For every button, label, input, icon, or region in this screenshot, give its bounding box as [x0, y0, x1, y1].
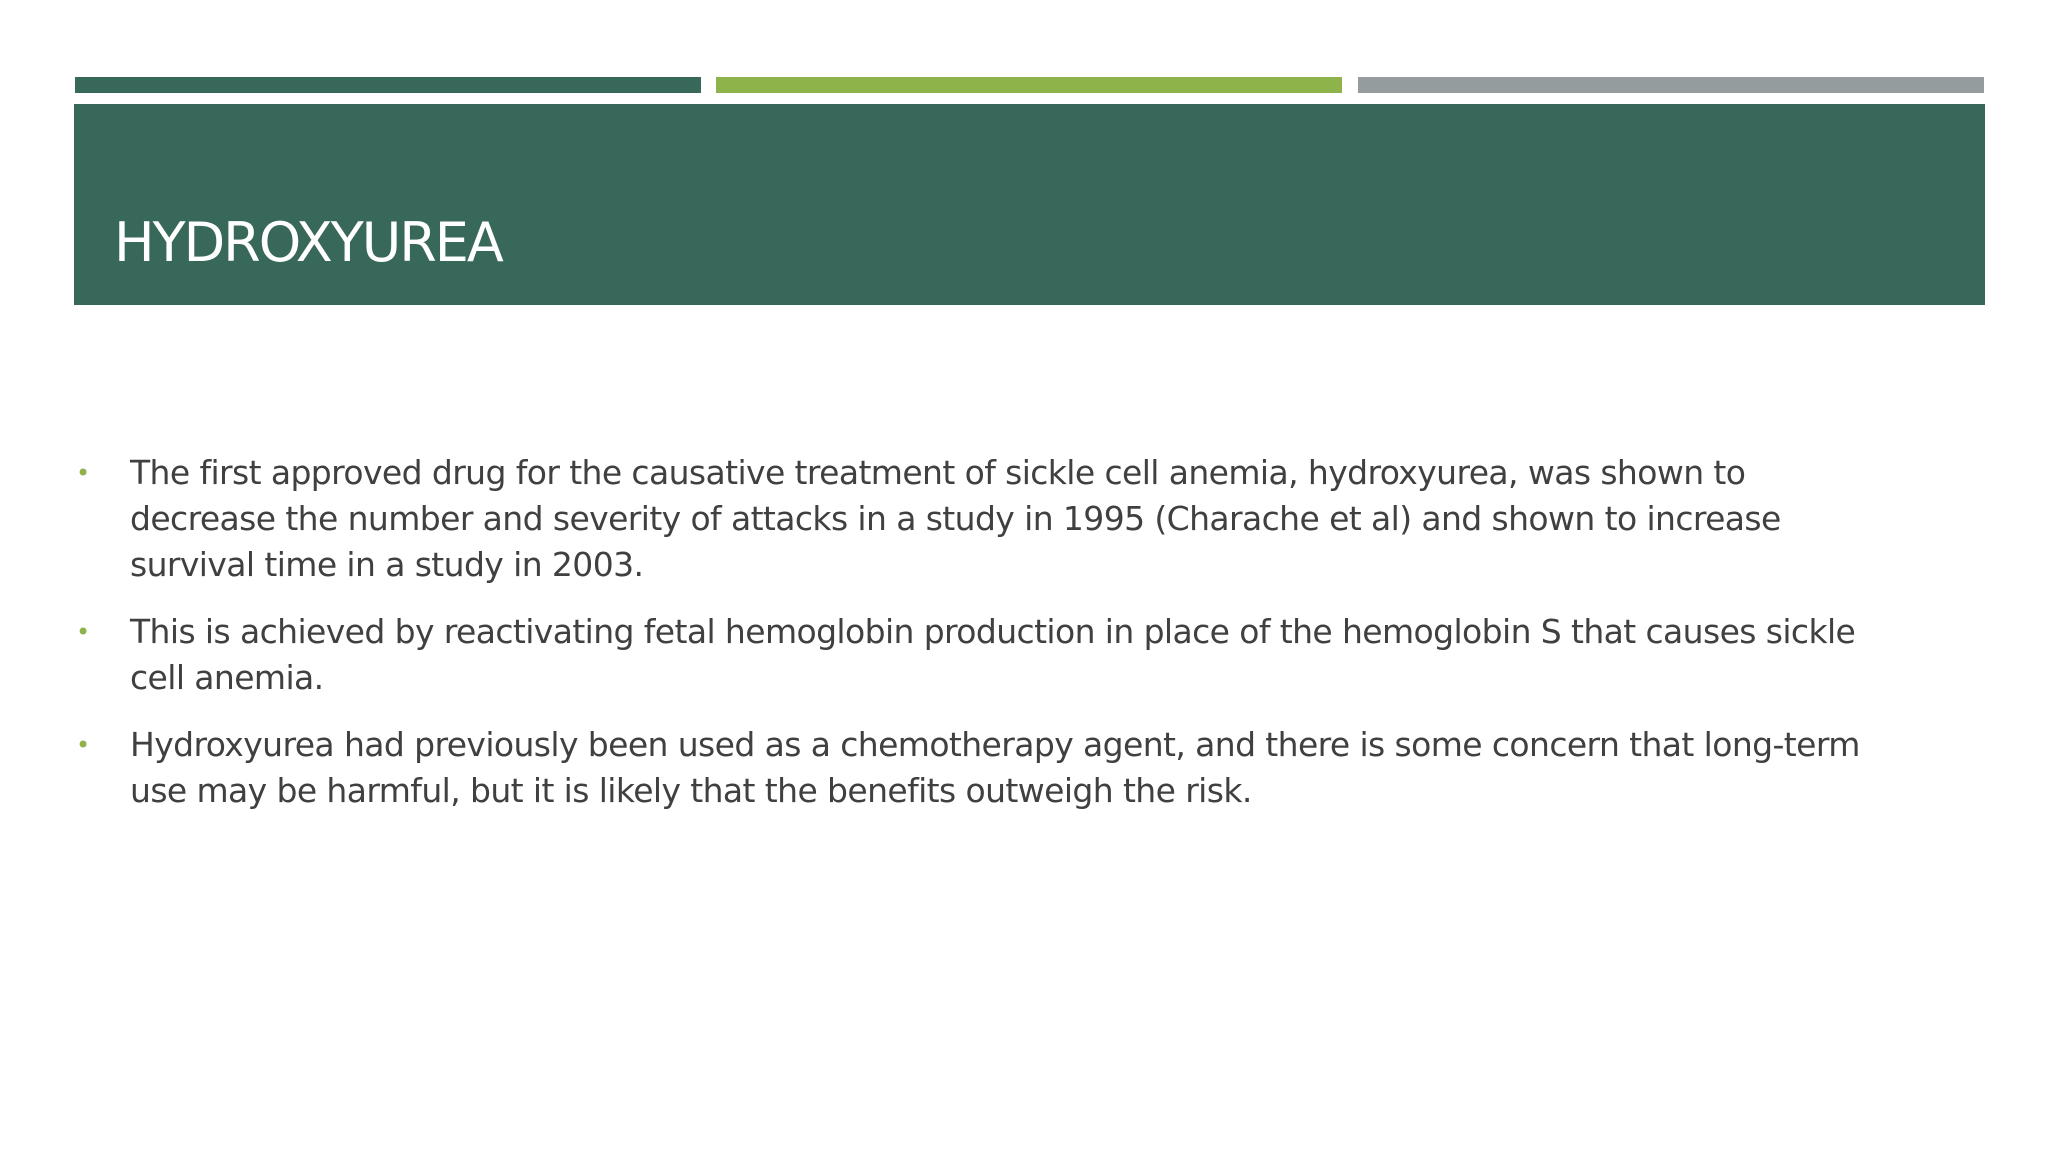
- accent-bar-gray: [1358, 77, 1984, 93]
- bullet-icon: •: [76, 731, 90, 759]
- bullet-item: [74, 609, 1894, 701]
- bullet-icon: •: [76, 618, 90, 646]
- bullet-icon: •: [76, 459, 90, 487]
- bullet-text: The first approved drug for the causative treatment of sickle cell anemia, hydroxyurea, was shown to decrease the number and severity of attacks in a study in 1995 (Charache et al) and shown to increase survival time in a study in 2003.: [130, 453, 1781, 584]
- bullet-item: [74, 450, 1894, 588]
- bullet-item: [74, 722, 1894, 814]
- accent-bar-light-green: [716, 77, 1342, 93]
- title-band: [74, 104, 1985, 305]
- bullet-list: [74, 450, 1894, 835]
- slide-title: HYDROXYUREA: [114, 211, 502, 274]
- bullet-text: Hydroxyurea had previously been used as a chemotherapy agent, and there is some concern that long-term use may be harmful, but it is likely that the benefits outweigh the risk.: [130, 725, 1860, 810]
- bullet-text: This is achieved by reactivating fetal hemoglobin production in place of the hemoglobin S that causes sickle cell anemia.: [130, 612, 1856, 697]
- accent-bar-dark-green: [75, 77, 701, 93]
